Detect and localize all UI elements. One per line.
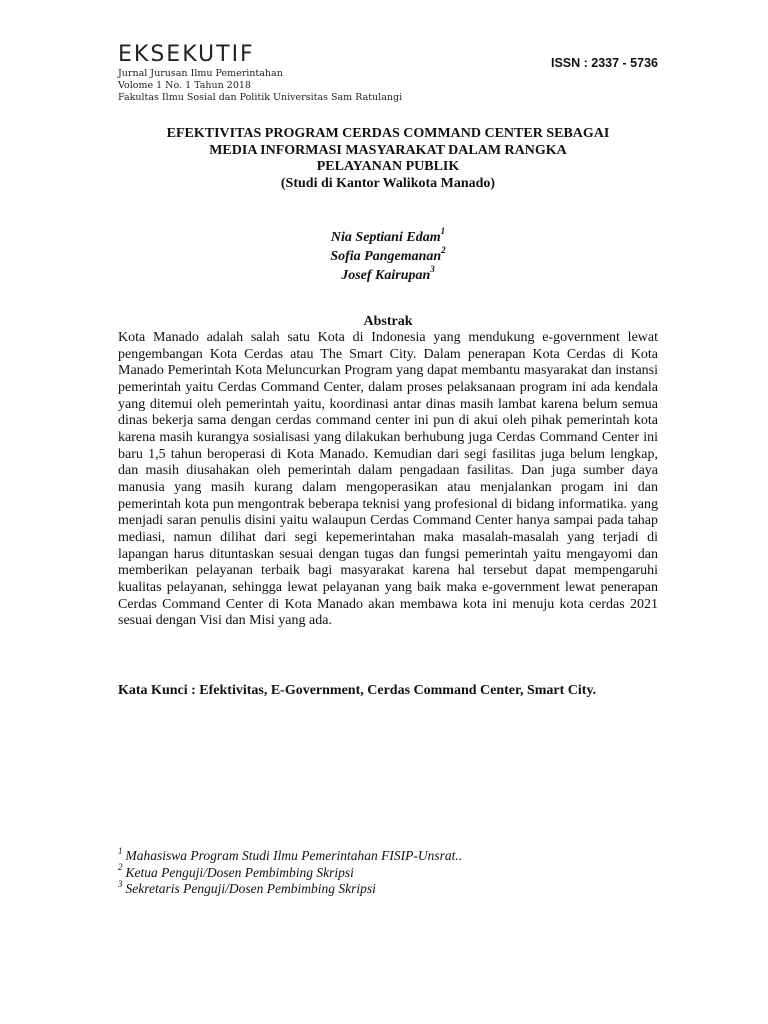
author-name: Josef Kairupan [341, 268, 431, 283]
footnote-mark: 1 [118, 845, 123, 856]
footnote [118, 862, 658, 882]
title-line: MEDIA INFORMASI MASYARAKAT DALAM RANGKA [209, 142, 567, 158]
author-footnote-mark: 2 [441, 245, 446, 256]
journal-name: EKSEKUTIF [118, 42, 255, 67]
journal-masthead [118, 42, 658, 104]
title-subtitle: (Studi di Kantor Walikota Manado) [280, 175, 496, 191]
footnote [118, 878, 658, 898]
author-list [118, 228, 658, 285]
author-footnote-mark: 1 [440, 226, 446, 237]
author [118, 247, 658, 266]
keywords: Kata Kunci : Efektivitas, E-Government, Cerdas Command Center, Smart City. [118, 683, 597, 698]
footnote-text: Mahasiswa Program Studi Ilmu Pemerintahan FISIP-Unsrat.. [125, 848, 463, 863]
issn-number: ISSN : 2337 - 5736 [550, 56, 658, 70]
title-line: PELAYANAN PUBLIK [316, 159, 460, 174]
abstract-text: Kota Manado adalah salah satu Kota di Indonesia yang mendukung e-government lewat pengembangan Kota Cerdas atau The Smart City. Dalam penerapan Kota Cerdas di Kota Manado Pemerintah Kota Meluncurkan Program yang dapat membantu masyarakat dan instansi pemerintah yaitu Cerdas Command Center, dalam proses pelaksanaan program ini ada kendala yang ditemui oleh pemerintah yaitu, koordinasi antar dinas masih lambat karena belum semua dinas bekerja sama dengan cerdas command center ini pun di akui oleh pihak pemerintah kota karena masih kurangya sosialisasi yang dilakukan berhubung juga Cerdas Command Center ini baru 1,5 tahun beroperasi di Kota Manado. Kemudian dari segi fasilitas juga belum lengkap, dan masih diusahakan oleh pemerintah dalam pengadaan fasilitas. Dan juga sumber daya manusia yang masih kurang dalam mengoperasikan atau menjalankan progam ini dan pemerintah kota pun mengontrak beberapa teknisi yang profesional di bidang informatika. yang menjadi saran penulis disini yaitu walaupun Cerdas Command Center hanya sampai pada tahap mediasi, namun dilihat dari segi kepemerintahan maka masalah-masalah yang terjadi di lapangan harus dituntaskan sesuai dengan tugas dan fungsi pemerintah yaitu mengayomi dan memberikan pelayanan terbaik bagi masyarakat karena hal tersebut dapat mempengaruhi kualitas pelayanan, sehingga lewat pelayanan yang baik maka e-government lewat penerapan Cerdas Command Center di Kota Manado akan membawa kota ini menuju kota cerdas 2021 sesuai dengan Visi dan Misi yang ada. [118, 330, 658, 629]
title-line: EFEKTIVITAS PROGRAM CERDAS COMMAND CENTER SEBAGAI [166, 126, 610, 141]
footnote-text: Sekretaris Penguji/Dosen Pembimbing Skripsi [125, 881, 376, 896]
journal-faculty: Fakultas Ilmu Sosial dan Politik Universitas Sam Ratulangi [118, 92, 403, 103]
author-footnote-mark: 3 [430, 264, 435, 275]
journal-volume: Volome 1 No. 1 Tahun 2018 [118, 80, 251, 91]
abstract-heading: Abstrak [363, 314, 413, 329]
author [118, 266, 658, 285]
journal-subtitle: Jurnal Jurusan Ilmu Pemerintahan [118, 68, 283, 79]
paper-title [118, 126, 658, 192]
footnote-text: Ketua Penguji/Dosen Pembimbing Skripsi [125, 864, 354, 880]
author-name: Sofia Pangemanan [330, 249, 442, 264]
footnote-mark: 2 [118, 862, 123, 872]
footnote [118, 845, 658, 865]
footnotes [118, 845, 658, 898]
author [118, 228, 658, 247]
author-name: Nia Septiani Edam [330, 230, 441, 245]
footnote-mark: 3 [118, 878, 123, 889]
